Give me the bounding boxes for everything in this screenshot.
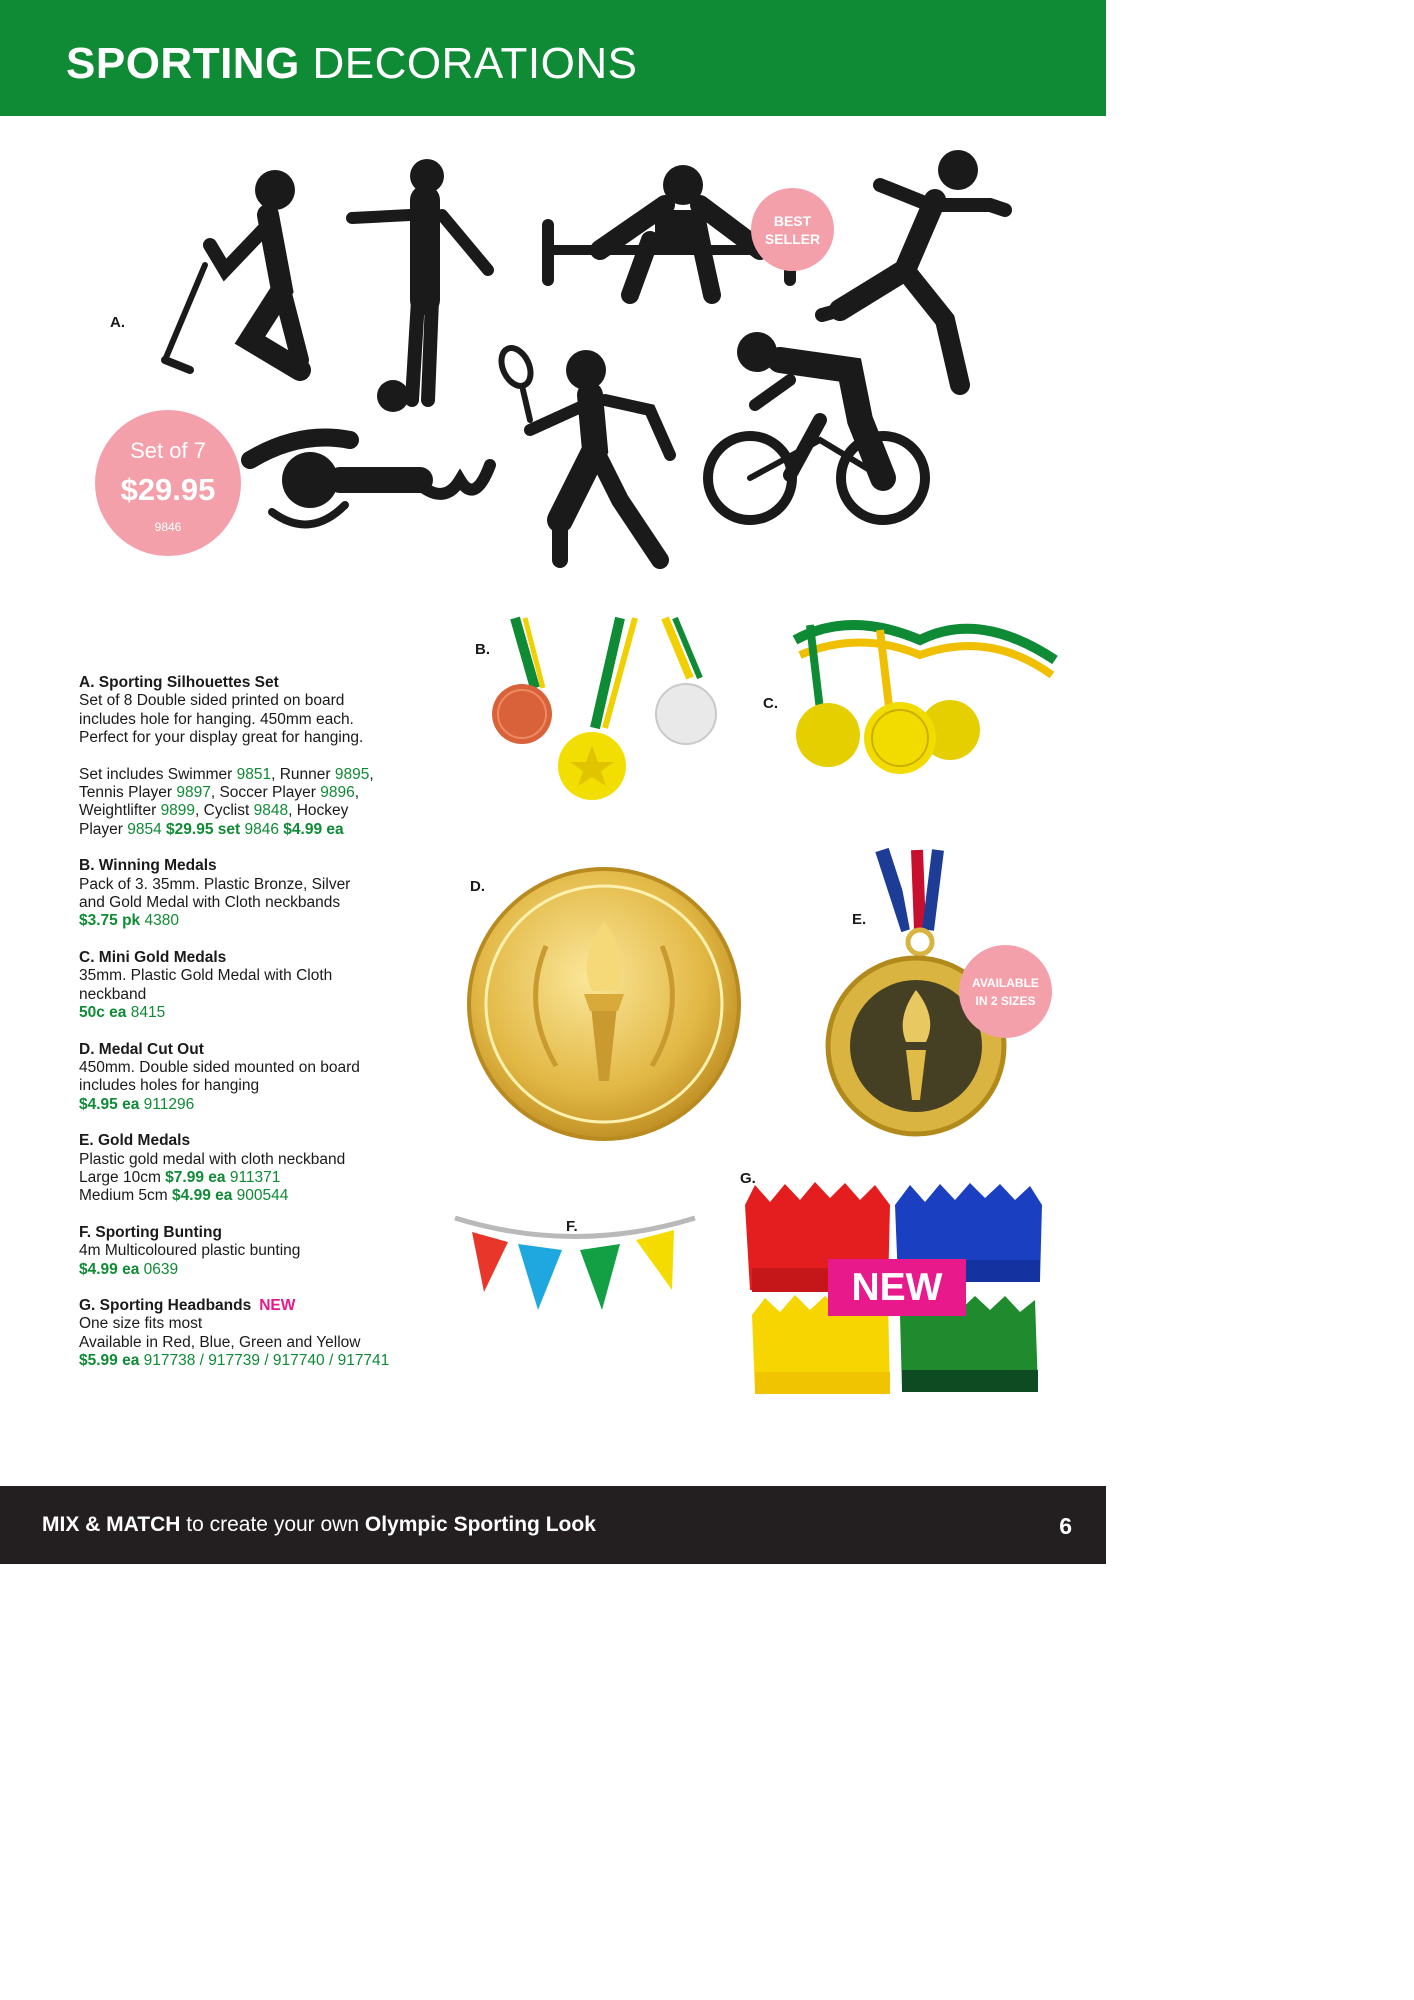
label-b: B. xyxy=(475,641,490,658)
item-b-desc: and Gold Medal with Cloth neckbands xyxy=(79,894,341,912)
medal-cut-out-image xyxy=(466,866,746,1146)
label-d: D. xyxy=(470,878,485,895)
item-d-desc: 450mm. Double sided mounted on board xyxy=(79,1058,360,1076)
item-g-new-tag: NEW xyxy=(259,1296,296,1314)
set-code: 9846 xyxy=(154,520,182,534)
item-d-price-line: $4.95 ea 911296 xyxy=(79,1095,195,1113)
item-e-title: E. Gold Medals xyxy=(79,1132,191,1150)
label-f: F. xyxy=(566,1218,578,1235)
item-c-desc: neckband xyxy=(79,985,147,1003)
item-f-title: F. Sporting Bunting xyxy=(79,1223,222,1241)
product-descriptions xyxy=(79,674,449,1389)
item-g-title-line xyxy=(79,1297,449,1315)
new-badge: NEW xyxy=(828,1259,966,1316)
item-g-price-line: $5.99 ea 917738 / 917739 / 917740 / 917741 xyxy=(79,1352,390,1370)
item-c-title: C. Mini Gold Medals xyxy=(79,948,227,966)
item-e xyxy=(79,1132,449,1206)
item-c-desc: 35mm. Plastic Gold Medal with Cloth xyxy=(79,967,333,985)
item-b xyxy=(79,857,449,931)
item-g-title: G. Sporting Headbands xyxy=(79,1296,252,1314)
item-d xyxy=(79,1041,449,1115)
item-g-desc: One size fits most xyxy=(79,1315,203,1333)
item-f-desc: 4m Multicoloured plastic bunting xyxy=(79,1242,301,1260)
label-g: G. xyxy=(740,1170,756,1187)
label-c: C. xyxy=(763,695,778,712)
set-price: $29.95 xyxy=(120,472,216,507)
item-a-desc: Set of 8 Double sided printed on board xyxy=(79,692,345,710)
sizes-badge-line1: AVAILABLE xyxy=(972,976,1039,990)
item-a-desc: includes hole for hanging. 450mm each. xyxy=(79,710,354,728)
item-b-desc: Pack of 3. 35mm. Plastic Bronze, Silver xyxy=(79,875,351,893)
page-title: SPORTING DECORATIONS xyxy=(66,39,638,88)
available-sizes-badge xyxy=(959,945,1052,1038)
best-seller-line2: SELLER xyxy=(764,231,821,247)
label-e: E. xyxy=(852,911,867,928)
item-e-large-line: Large 10cm $7.99 ea 911371 xyxy=(79,1168,281,1186)
item-a-desc: Perfect for your display great for hanging. xyxy=(79,729,364,747)
bunting-image xyxy=(450,1210,700,1320)
item-b-price-line: $3.75 pk 4380 xyxy=(79,912,179,930)
label-a: A. xyxy=(110,314,125,331)
item-e-medium-line: Medium 5cm $4.99 ea 900544 xyxy=(79,1187,289,1205)
item-a-title: A. Sporting Silhouettes Set xyxy=(79,674,279,691)
item-e-desc: Plastic gold medal with cloth neckband xyxy=(79,1150,346,1168)
set-count: Set of 7 xyxy=(130,438,206,463)
item-d-title: D. Medal Cut Out xyxy=(79,1040,204,1058)
item-f xyxy=(79,1224,449,1279)
item-g xyxy=(79,1297,449,1371)
item-c-price-line: 50c ea 8415 xyxy=(79,1004,166,1022)
winning-medals-image xyxy=(470,618,770,818)
footer-tagline: MIX & MATCH to create your own Olympic Sporting Look xyxy=(42,1513,596,1536)
mini-gold-medals-image xyxy=(790,620,1060,770)
item-d-desc: includes holes for hanging xyxy=(79,1077,260,1095)
best-seller-line1: BEST xyxy=(773,213,812,229)
item-a xyxy=(79,674,449,839)
item-c xyxy=(79,949,449,1023)
set-price-badge xyxy=(95,410,241,556)
item-b-title: B. Winning Medals xyxy=(79,857,217,875)
item-g-desc: Available in Red, Blue, Green and Yellow xyxy=(79,1333,361,1351)
best-seller-badge xyxy=(751,188,834,271)
page-number: 6 xyxy=(1059,1513,1072,1539)
item-f-price-line: $4.99 ea 0639 xyxy=(79,1260,179,1278)
page-footer xyxy=(0,1486,1106,1564)
item-a-set-list: Set includes Swimmer 9851, Runner 9895, Tennis Player 9897, Soccer Player 9896, Weightlifter 9899, Cyclist 9848, Hockey Player 9854 $29.95 set 9846 $4.99 ea xyxy=(79,765,374,838)
sizes-badge-line2: IN 2 SIZES xyxy=(975,994,1036,1008)
